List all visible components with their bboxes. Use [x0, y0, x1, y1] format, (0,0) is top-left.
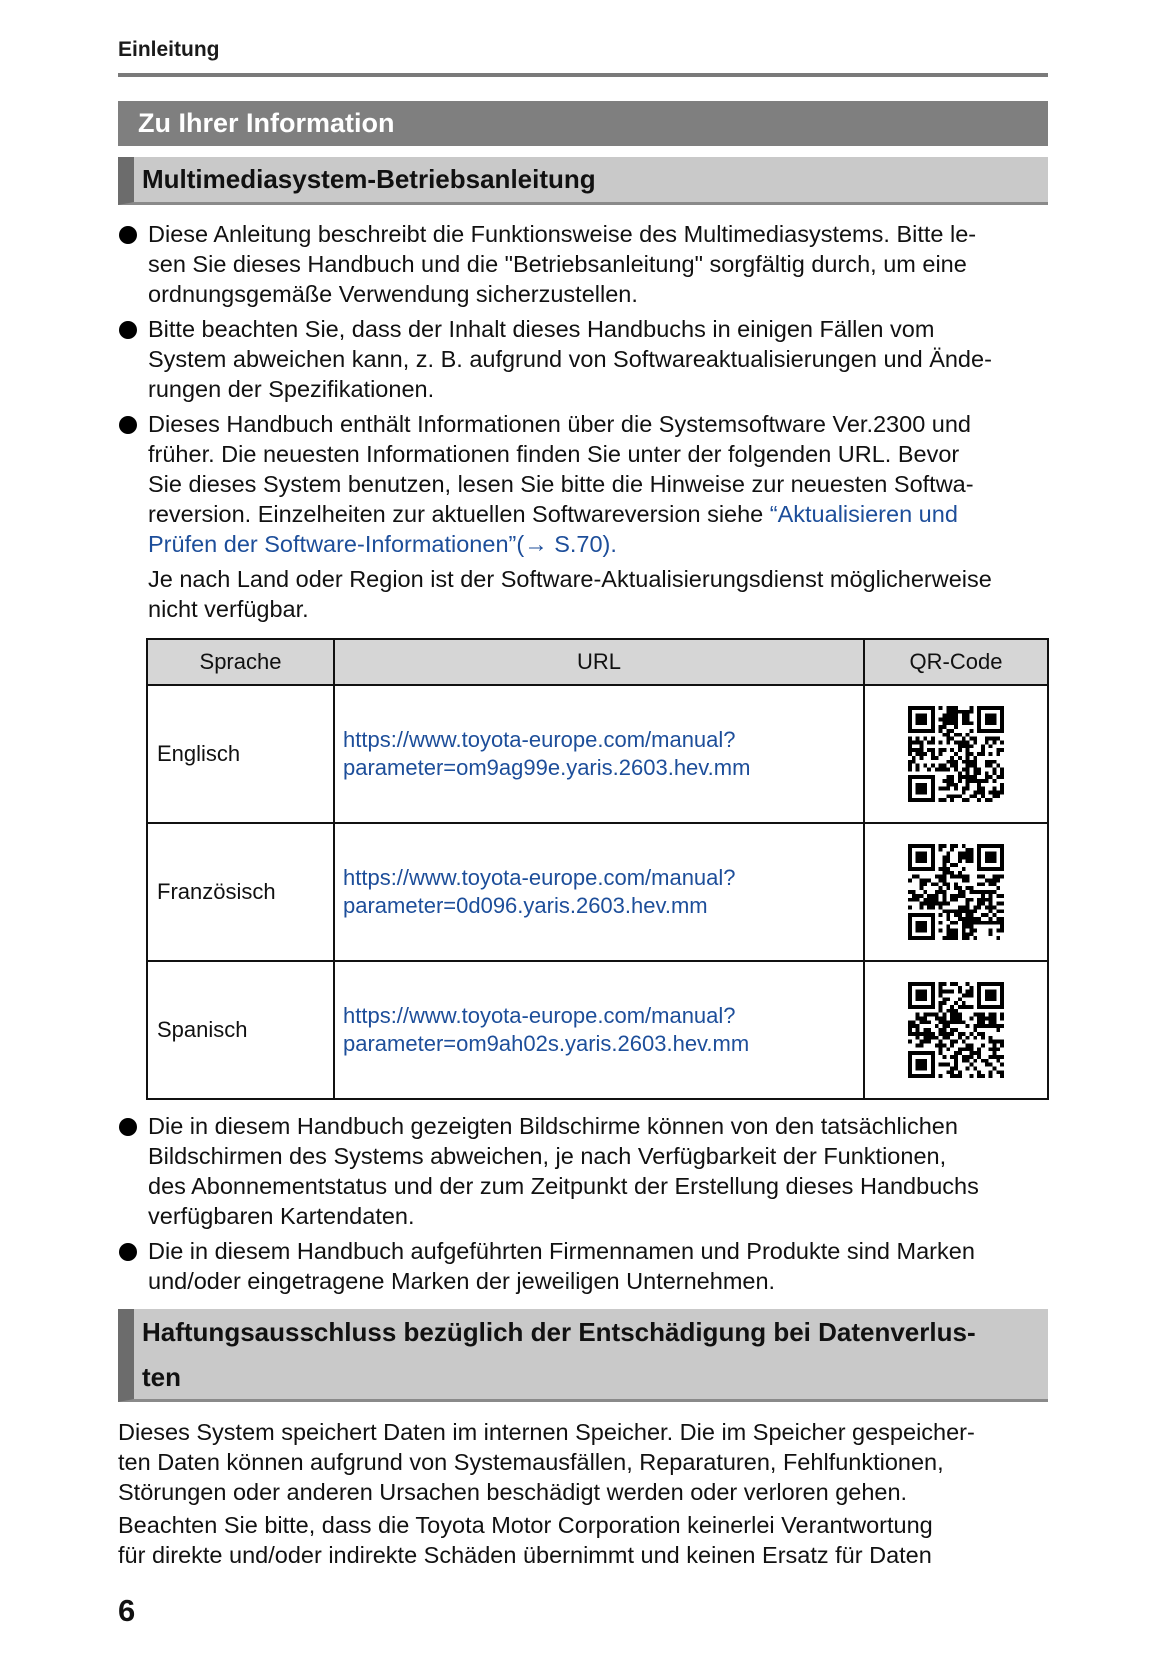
bullet-text-line: Sie dieses System benutzen, lesen Sie bitte die Hinweise zur neuesten Softwa-: [148, 471, 974, 497]
bullet-text-line: und/oder eingetragene Marken der jeweiligen Unternehmen.: [148, 1268, 776, 1294]
bullet-text-line: Diese Anleitung beschreibt die Funktionsweise des Multimediasystems. Bitte le-: [148, 221, 977, 247]
disclaimer-paragraph-1: [118, 1417, 1048, 1507]
bullet-text-line: ordnungsgemäße Verwendung sicherzustellen.: [148, 281, 638, 307]
list-item: [118, 1111, 1048, 1231]
qr-cell: [864, 961, 1048, 1099]
column-header-qr: QR-Code: [864, 639, 1048, 685]
bullet-text-line: sen Sie dieses Handbuch und die "Betriebsanleitung" sorgfältig durch, um eine: [148, 251, 967, 277]
table-row: [147, 961, 1048, 1099]
url-link[interactable]: https://www.toyota-europe.com/manual?: [343, 727, 736, 752]
table-row: [147, 823, 1048, 961]
url-link[interactable]: https://www.toyota-europe.com/manual?: [343, 865, 736, 890]
table-row: [147, 685, 1048, 823]
url-link[interactable]: https://www.toyota-europe.com/manual?: [343, 1003, 736, 1028]
paragraph-line: Beachten Sie bitte, dass die Toyota Motor Corporation keinerlei Verantwortung: [118, 1512, 933, 1538]
column-header-language: Sprache: [147, 639, 334, 685]
url-link[interactable]: parameter=om9ag99e.yaris.2603.hev.mm: [343, 755, 751, 780]
bullet-list-2: [118, 1111, 1048, 1301]
qr-cell: [864, 823, 1048, 961]
running-head: Einleitung: [118, 38, 220, 61]
paragraph-line: ten Daten können aufgrund von Systemausfällen, Reparaturen, Fehlfunktionen,: [118, 1449, 944, 1475]
column-header-url: URL: [334, 639, 864, 685]
qr-code-icon: [908, 706, 1004, 802]
url-link[interactable]: parameter=om9ah02s.yaris.2603.hev.mm: [343, 1031, 750, 1056]
bullet-text-line: System abweichen kann, z. B. aufgrund von Softwareaktualisierungen und Ände-: [148, 346, 992, 372]
paragraph-line: Störungen oder anderen Ursachen beschädigt werden oder verloren gehen.: [118, 1479, 908, 1505]
software-paragraph: [148, 409, 1048, 559]
software-update-link[interactable]: “Aktualisieren und: [769, 501, 958, 527]
bullet-dot-icon: [119, 1118, 137, 1136]
subsection-title-disclaimer: [118, 1309, 1048, 1402]
bullet-dot-icon: [119, 416, 137, 434]
bullet-dot-icon: [119, 321, 137, 339]
language-cell: Englisch: [147, 685, 334, 823]
bullet-list-1: [118, 219, 1048, 629]
language-cell: Spanisch: [147, 961, 334, 1099]
list-item: [118, 219, 1048, 309]
bullet-text-line: Die in diesem Handbuch gezeigten Bildschirme können von den tatsächlichen: [148, 1113, 958, 1139]
header-rule: [118, 73, 1048, 77]
note-line: nicht verfügbar.: [148, 596, 309, 622]
url-cell[interactable]: [334, 961, 864, 1099]
list-item: [118, 314, 1048, 404]
bullet-text-line: rungen der Spezifikationen.: [148, 376, 435, 402]
region-note: [148, 564, 1048, 624]
bullet-text-line: Die in diesem Handbuch aufgeführten Firmennamen und Produkte sind Marken: [148, 1238, 975, 1264]
bullet-text-line: verfügbaren Kartendaten.: [148, 1203, 415, 1229]
section-title: Zu Ihrer Information: [118, 101, 1048, 146]
url-cell[interactable]: [334, 823, 864, 961]
disclaimer-paragraph-2: [118, 1510, 1048, 1570]
bullet-dot-icon: [119, 1243, 137, 1261]
manual-url-table: [146, 638, 1049, 1100]
list-item-software: [118, 409, 1048, 624]
subsection-title-line: Haftungsausschluss bezüglich der Entschädigung bei Datenverlus-: [142, 1317, 976, 1347]
bullet-text-line: des Abonnementstatus und der zum Zeitpunkt der Erstellung dieses Handbuchs: [148, 1173, 979, 1199]
bullet-dot-icon: [119, 226, 137, 244]
qr-code-icon: [908, 982, 1004, 1078]
list-item: [118, 1236, 1048, 1296]
page-number: 6: [118, 1593, 136, 1628]
software-update-link-cont[interactable]: Prüfen der Software-Informationen”(→ S.70).: [148, 531, 617, 557]
qr-cell: [864, 685, 1048, 823]
table-header-row: [147, 639, 1048, 685]
bullet-text-line: reversion. Einzelheiten zur aktuellen Softwareversion siehe: [148, 501, 770, 527]
bullet-text-line: Bitte beachten Sie, dass der Inhalt dieses Handbuchs in einigen Fällen vom: [148, 316, 935, 342]
url-cell[interactable]: [334, 685, 864, 823]
bullet-text-line: früher. Die neuesten Informationen finden Sie unter der folgenden URL. Bevor: [148, 441, 960, 467]
paragraph-line: Dieses System speichert Daten im internen Speicher. Die im Speicher gespeicher-: [118, 1419, 975, 1445]
bullet-text-line: Dieses Handbuch enthält Informationen über die Systemsoftware Ver.2300 und: [148, 411, 972, 437]
paragraph-line: für direkte und/oder indirekte Schäden übernimmt und keinen Ersatz für Daten: [118, 1542, 932, 1568]
bullet-text-line: Bildschirmen des Systems abweichen, je nach Verfügbarkeit der Funktionen,: [148, 1143, 947, 1169]
subsection-title-multimedia: Multimediasystem-Betriebsanleitung: [118, 157, 1048, 205]
note-line: Je nach Land oder Region ist der Software-Aktualisierungsdienst möglicherweise: [148, 566, 992, 592]
language-cell: Französisch: [147, 823, 334, 961]
qr-code-icon: [908, 844, 1004, 940]
url-link[interactable]: parameter=0d096.yaris.2603.hev.mm: [343, 893, 708, 918]
subsection-title-line: ten: [142, 1362, 181, 1392]
